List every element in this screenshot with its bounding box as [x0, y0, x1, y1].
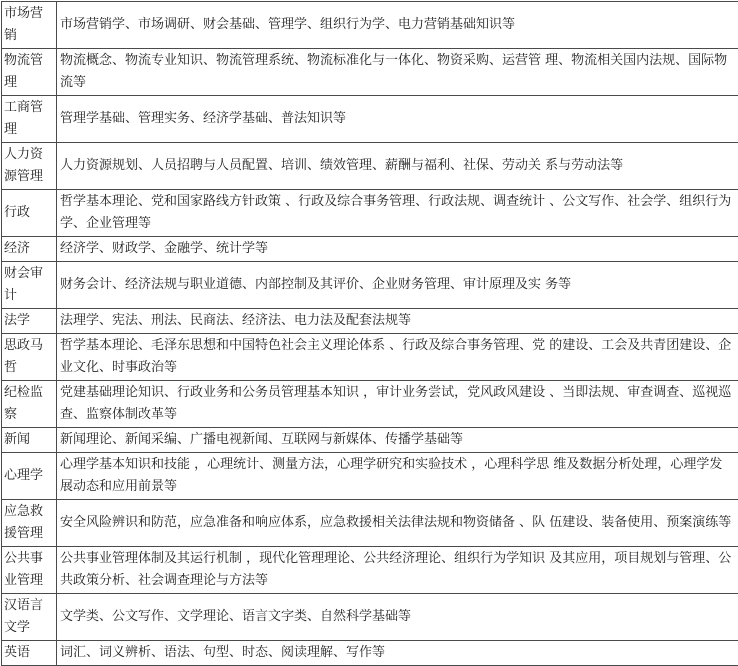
content-cell: 文学类、公文写作、文学理论、语言文字类、自然科学基础等 — [57, 594, 738, 641]
subject-cell: 英语 — [2, 641, 57, 666]
table-row — [2, 500, 738, 547]
content-cell: 安全风险辨识和防范，应急准备和响应体系，应急救援相关法律法规和物资储备 、队 伍建设、装备使用、预案演练等 — [57, 500, 738, 547]
subject-cell: 公共事业管理 — [2, 547, 57, 594]
subject-cell: 财会审计 — [2, 262, 57, 309]
subject-cell: 行政 — [2, 190, 57, 237]
content-cell: 管理学基础、管理实务、经济学基础、普法知识等 — [57, 96, 738, 143]
content-cell: 物流概念、物流专业知识、物流管理系统、物流标准化与一体化、物资采购、运营管 理、物流相关国内法规、国际物流等 — [57, 49, 738, 96]
subject-cell: 心理学 — [2, 453, 57, 500]
table-row — [2, 594, 738, 641]
table-row — [2, 2, 738, 49]
table-row — [2, 190, 738, 237]
content-cell: 公共事业管理体制及其运行机制 ，现代化管理理论、公共经济理论、组织行为学知识 及其应用，项目规划与管理、公共政策分析、社会调查理论与方法等 — [57, 547, 738, 594]
table-row — [2, 453, 738, 500]
table-row — [2, 143, 738, 190]
subject-cell: 新闻 — [2, 428, 57, 453]
table-row — [2, 262, 738, 309]
subject-cell: 经济 — [2, 237, 57, 262]
subject-content-table — [1, 1, 738, 666]
subject-cell: 应急救援管理 — [2, 500, 57, 547]
content-cell: 心理学基本知识和技能 ，心理统计、测量方法，心理学研究和实验技术 ，心理科学思 维及数据分析处理，心理学发展动态和应用前景等 — [57, 453, 738, 500]
subject-cell: 市场营销 — [2, 2, 57, 49]
content-cell: 哲学基本理论、毛泽东思想和中国特色社会主义理论体系 、行政及综合事务管理、党 的建设、工会及共青团建设、企业文化、时事政治等 — [57, 334, 738, 381]
content-cell: 党建基础理论知识、行政业务和公务员管理基本知识 ，审计业务尝试，党风政风建设 、当即法规、审查调查、巡视巡查、监察体制改革等 — [57, 381, 738, 428]
content-cell: 人力资源规划、人员招聘与人员配置、培训、绩效管理、薪酬与福利、社保、劳动关 系与劳动法等 — [57, 143, 738, 190]
content-cell: 法理学、宪法、刑法、民商法、经济法、电力法及配套法规等 — [57, 309, 738, 334]
content-cell: 词汇、词义辨析、语法、句型、时态、阅读理解、写作等 — [57, 641, 738, 666]
subject-cell: 法学 — [2, 309, 57, 334]
table-row — [2, 237, 738, 262]
table-row — [2, 381, 738, 428]
content-cell: 市场营销学、市场调研、财会基础、管理学、组织行为学、电力营销基础知识等 — [57, 2, 738, 49]
content-cell: 财务会计、经济法规与职业道德、内部控制及其评价、企业财务管理、审计原理及实 务等 — [57, 262, 738, 309]
table-row — [2, 96, 738, 143]
table-row — [2, 547, 738, 594]
table-row — [2, 428, 738, 453]
table-row — [2, 334, 738, 381]
table-row — [2, 49, 738, 96]
subject-cell: 汉语言文学 — [2, 594, 57, 641]
subject-cell: 纪检监察 — [2, 381, 57, 428]
subject-cell: 人力资源管理 — [2, 143, 57, 190]
subject-cell: 物流管理 — [2, 49, 57, 96]
subject-cell: 工商管理 — [2, 96, 57, 143]
content-cell: 哲学基本理论、党和国家路线方针政策 、行政及综合事务管理、行政法规、调查统计 、公文写作、社会学、组织行为学、企业管理等 — [57, 190, 738, 237]
content-cell: 新闻理论、新闻采编、广播电视新闻、互联网与新媒体、传播学基础等 — [57, 428, 738, 453]
table-row — [2, 641, 738, 666]
table-row — [2, 309, 738, 334]
subject-cell: 思政马哲 — [2, 334, 57, 381]
content-cell: 经济学、财政学、金融学、统计学等 — [57, 237, 738, 262]
